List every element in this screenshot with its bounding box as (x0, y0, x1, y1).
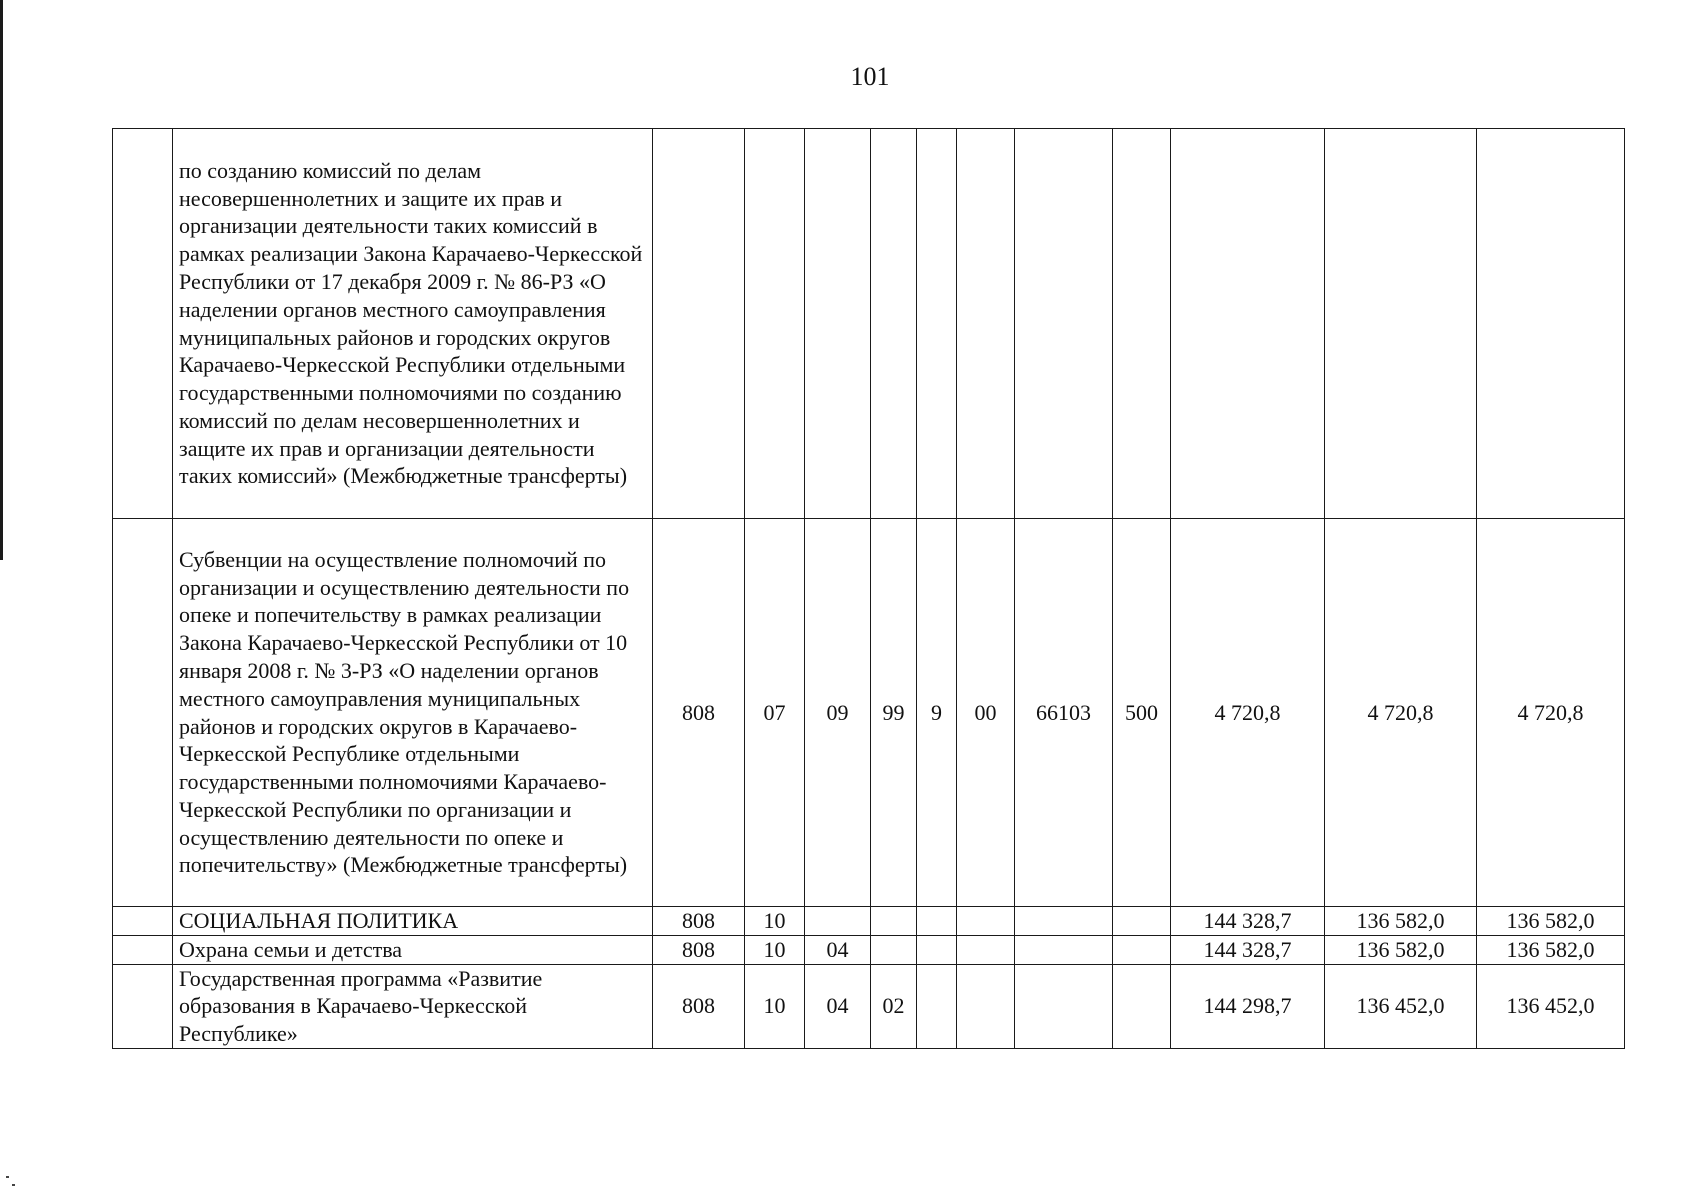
row-name-cell: Субвенции на осуществление полномочий по организации и осуществлению деятельности по опеке и попечительству в рамках реализации Закона Карачаево-Черкесской Республики от 10 января 2008 г. № 3-РЗ «О наделении органов местного самоуправления муниципальных районов и городских округов в Карачаево-Черкесской Республике отдельными государственными полномочиями Карачаево-Черкесской Республики по организации и осуществлению деятельности по опеке и попечительству» (Межбюджетные трансферты) (173, 519, 653, 907)
code-cell: 02 (871, 964, 917, 1048)
amount-cell: 136 582,0 (1477, 935, 1625, 964)
code-cell: 10 (745, 935, 805, 964)
row-number-cell (113, 935, 173, 964)
code-cell: 808 (653, 935, 745, 964)
table-row (113, 935, 1625, 964)
code-cell: 10 (745, 964, 805, 1048)
code-cell (1113, 964, 1171, 1048)
code-cell (871, 907, 917, 936)
scan-speck (6, 1176, 9, 1178)
row-number-cell (113, 519, 173, 907)
row-name-cell: СОЦИАЛЬНАЯ ПОЛИТИКА (173, 907, 653, 936)
row-number-cell (113, 907, 173, 936)
amount-cell: 144 298,7 (1171, 964, 1325, 1048)
code-cell (917, 964, 957, 1048)
code-cell (917, 129, 957, 519)
code-cell (917, 935, 957, 964)
code-cell (1015, 907, 1113, 936)
code-cell: 808 (653, 964, 745, 1048)
code-cell (957, 935, 1015, 964)
code-cell: 500 (1113, 519, 1171, 907)
amount-cell (1325, 129, 1477, 519)
code-cell (1015, 964, 1113, 1048)
code-cell: 00 (957, 519, 1015, 907)
code-cell (871, 129, 917, 519)
amount-cell: 136 452,0 (1477, 964, 1625, 1048)
amount-cell: 4 720,8 (1325, 519, 1477, 907)
table-row (113, 907, 1625, 936)
code-cell (1113, 935, 1171, 964)
code-cell (1015, 935, 1113, 964)
code-cell (957, 964, 1015, 1048)
code-cell: 808 (653, 519, 745, 907)
code-cell: 808 (653, 907, 745, 936)
code-cell (745, 129, 805, 519)
code-cell: 9 (917, 519, 957, 907)
amount-cell (1171, 129, 1325, 519)
amount-cell: 136 452,0 (1325, 964, 1477, 1048)
amount-cell (1477, 129, 1625, 519)
code-cell (957, 129, 1015, 519)
budget-table (112, 128, 1625, 1049)
code-cell (871, 935, 917, 964)
scan-speck (12, 1184, 15, 1186)
code-cell: 07 (745, 519, 805, 907)
code-cell (1113, 907, 1171, 936)
code-cell: 04 (805, 935, 871, 964)
code-cell (653, 129, 745, 519)
table-row (113, 964, 1625, 1048)
amount-cell: 4 720,8 (1477, 519, 1625, 907)
code-cell: 10 (745, 907, 805, 936)
row-number-cell (113, 129, 173, 519)
amount-cell: 136 582,0 (1477, 907, 1625, 936)
code-cell: 04 (805, 964, 871, 1048)
amount-cell: 136 582,0 (1325, 935, 1477, 964)
row-name-cell: по созданию комиссий по делам несовершеннолетних и защите их прав и организации деятельности таких комиссий в рамках реализации Закона Карачаево-Черкесской Республики от 17 декабря 2009 г. № 86-РЗ «О наделении органов местного самоуправления муниципальных районов и городских округов Карачаево-Черкесской Республики отдельными государственными полномочиями по созданию комиссий по делам несовершеннолетних и защите их прав и организации деятельности таких комиссий» (Межбюджетные трансферты) (173, 129, 653, 519)
code-cell (1113, 129, 1171, 519)
page-number: 101 (850, 62, 890, 91)
code-cell: 99 (871, 519, 917, 907)
code-cell (1015, 129, 1113, 519)
row-number-cell (113, 964, 173, 1048)
code-cell (805, 907, 871, 936)
amount-cell: 144 328,7 (1171, 935, 1325, 964)
code-cell: 66103 (1015, 519, 1113, 907)
amount-cell: 136 582,0 (1325, 907, 1477, 936)
amount-cell: 4 720,8 (1171, 519, 1325, 907)
table-row (113, 129, 1625, 519)
amount-cell: 144 328,7 (1171, 907, 1325, 936)
code-cell: 09 (805, 519, 871, 907)
code-cell (917, 907, 957, 936)
table-row (113, 519, 1625, 907)
row-name-cell: Государственная программа «Развитие образования в Карачаево-Черкесской Республике» (173, 964, 653, 1048)
row-name-cell: Охрана семьи и детства (173, 935, 653, 964)
code-cell (957, 907, 1015, 936)
code-cell (805, 129, 871, 519)
